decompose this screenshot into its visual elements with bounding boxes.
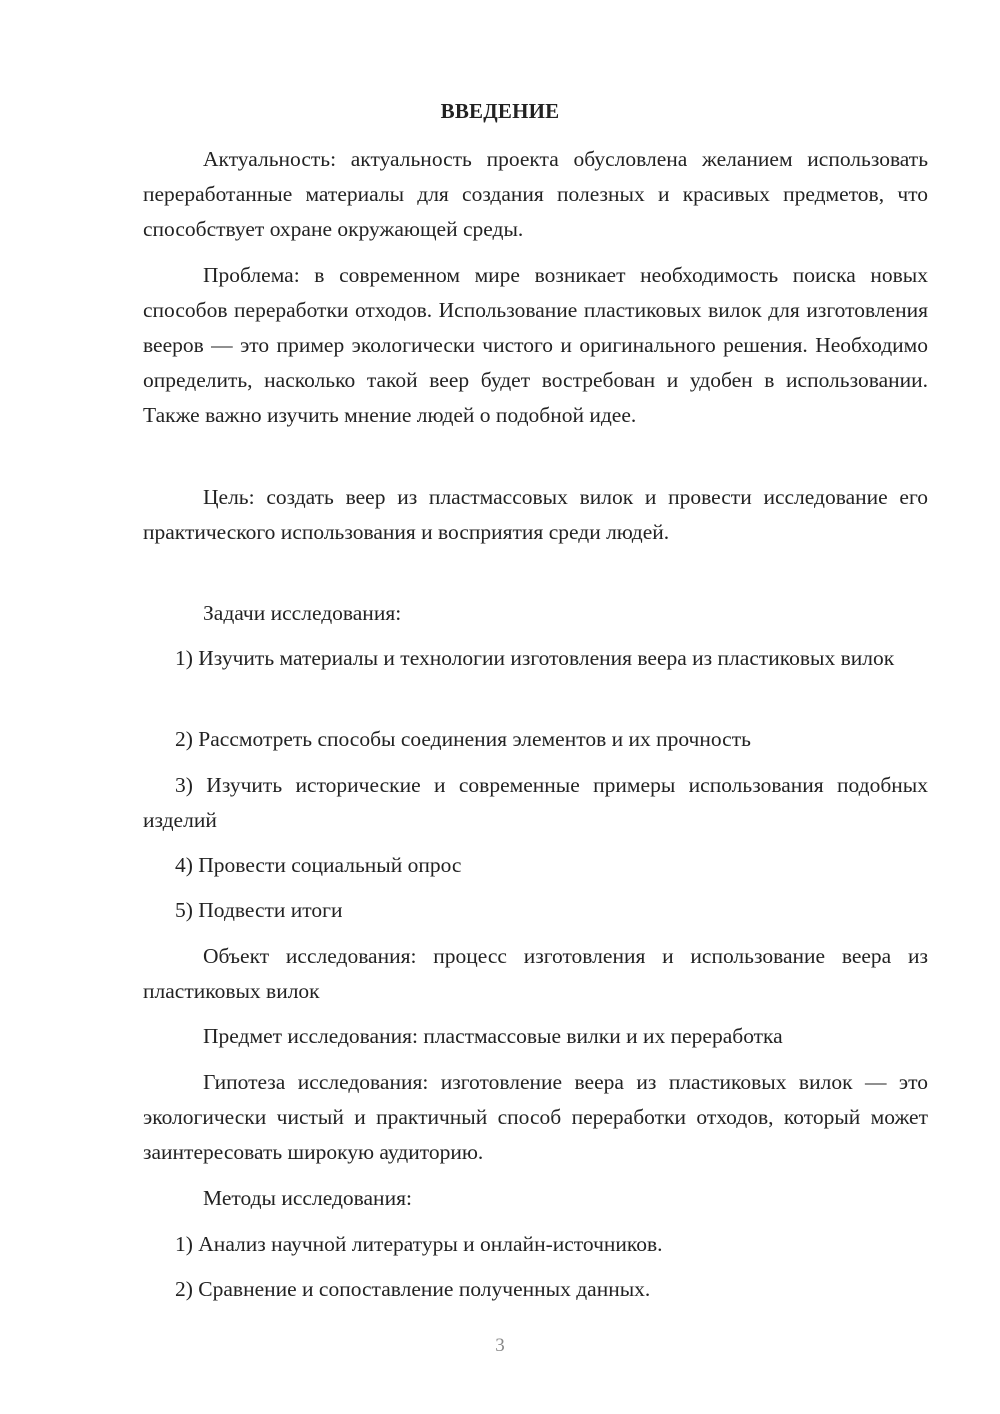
hypothesis-paragraph: Гипотеза исследования: изготовление веера из пластиковых вилок — это экологически чистый и практичный способ переработки отходов, который может заинтересовать широкую аудиторию. — [143, 1070, 928, 1164]
methods-heading: Методы исследования: — [203, 1186, 412, 1210]
subject-paragraph: Предмет исследования: пластмассовые вилки и их переработка — [203, 1024, 783, 1048]
task-item-3: 3) Изучить исторические и современные примеры использования подобных изделий — [143, 773, 928, 832]
goal-paragraph: Цель: создать веер из пластмассовых вилок и провести исследование его практического использования и восприятия среди людей. — [143, 485, 928, 544]
page-title: ВВЕДЕНИЕ — [440, 99, 560, 123]
page-number: 3 — [495, 1335, 505, 1356]
tasks-heading: Задачи исследования: — [203, 601, 402, 625]
method-item-2: 2) Сравнение и сопоставление полученных данных. — [175, 1277, 651, 1301]
task-item-2: 2) Рассмотреть способы соединения элементов и их прочность — [175, 727, 751, 751]
task-item-4: 4) Провести социальный опрос — [175, 853, 462, 877]
task-item-1: 1) Изучить материалы и технологии изготовления веера из пластиковых вилок — [175, 646, 895, 670]
relevance-paragraph: Актуальность: актуальность проекта обусловлена желанием использовать переработанные материалы для создания полезных и красивых предметов, что способствует охране окружающей среды. — [143, 147, 928, 241]
object-paragraph: Объект исследования: процесс изготовления и использование веера из пластиковых вилок — [143, 944, 928, 1003]
task-item-5: 5) Подвести итоги — [175, 898, 343, 922]
problem-paragraph: Проблема: в современном мире возникает необходимость поиска новых способов переработки отходов. Использование пластиковых вилок для изготовления вееров — это пример экологически чистого и оригинального решения. Необходимо определить, насколько такой веер будет востребован и удобен в использовании. Также важно изучить мнение людей о подобной идее. — [143, 263, 928, 427]
method-item-1: 1) Анализ научной литературы и онлайн-источников. — [175, 1232, 663, 1256]
